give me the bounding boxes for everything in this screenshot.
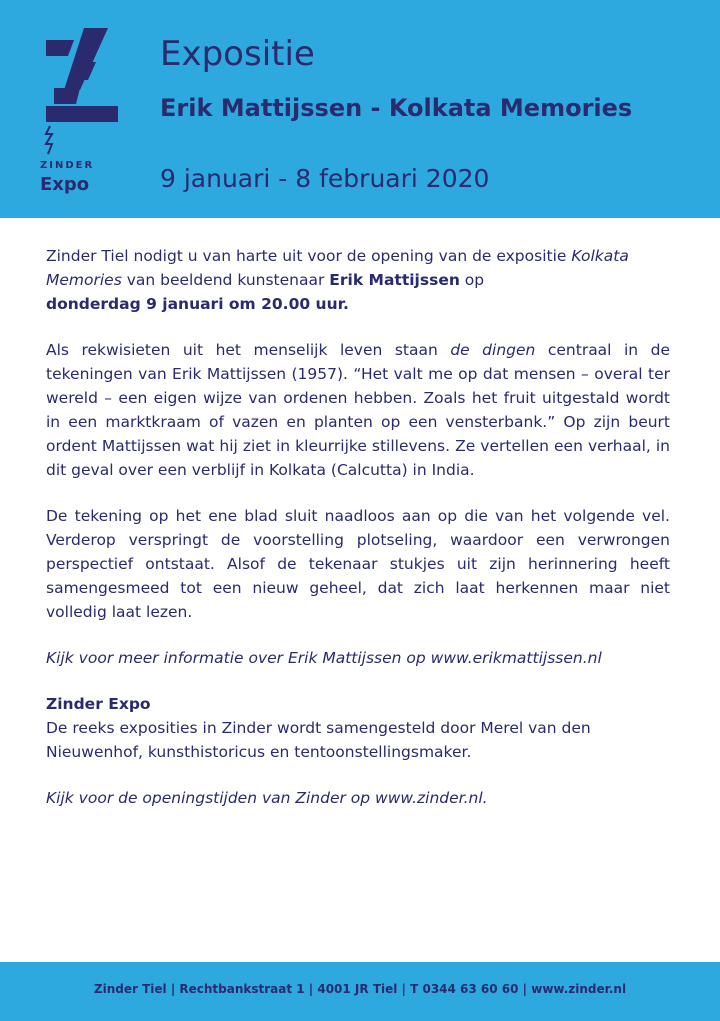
- opening-hours-link[interactable]: Kijk voor de openingstijden van Zinder op www.zinder.nl.: [46, 789, 488, 807]
- footer-banner: [0, 962, 720, 1021]
- footer-contact: Zinder Tiel | Rechtbankstraat 1 | 4001 JR Tiel | T 0344 63 60 60 | www.zinder.nl: [93, 982, 627, 996]
- intro-text: op: [459, 271, 485, 289]
- header-banner: [0, 0, 720, 218]
- expo-text: De reeks exposities in Zinder wordt samengesteld door Merel van den Nieuwenhof, kunsthistoricus en tentoonstellingsmaker.: [46, 719, 591, 761]
- description-text: Als rekwisieten uit het menselijk leven staan: [46, 341, 451, 359]
- page-label: Expositie: [160, 34, 315, 74]
- expo-heading: Zinder Expo: [46, 695, 151, 713]
- opening-date: donderdag 9 januari om 20.00 uur.: [46, 295, 349, 313]
- description-text: centraal in de tekeningen van Erik Mattijssen (1957). “Het valt me op dat mensen – overal ter wereld – een eigen wijze van ordenen hebben. Zoals het fruit uitgestald wordt in een marktkraam of vazen en planten op een vensterbank.” Op zijn beurt ordent Mattijssen wat hij ziet in kleurrijke stillevens. Ze vertellen een verhaal, in dit geval over een verblijf in Kolkata (Calcutta) in India.: [46, 341, 670, 479]
- artist-name: Erik Mattijssen: [329, 271, 460, 289]
- intro-text: Zinder Tiel nodigt u van harte uit voor de opening van de expositie: [46, 247, 572, 265]
- intro-paragraph: [46, 244, 670, 316]
- intro-text: van beeldend kunstenaar: [121, 271, 330, 289]
- more-info-link[interactable]: Kijk voor meer informatie over Erik Mattijssen op www.erikmattijssen.nl: [46, 649, 602, 667]
- description-paragraph: [46, 338, 670, 482]
- exhibition-name: Kolkata Memories: [46, 247, 629, 289]
- logo-text-expo: Expo: [40, 174, 90, 195]
- description-emphasis: de dingen: [450, 341, 536, 359]
- drawing-paragraph: De tekening op het ene blad sluit naadloos aan op die van het volgende vel. Verderop verspringt de voorstelling plotseling, waardoor een verwrongen perspectief ontstaat. Alsof de tekenaar stukjes uit zijn herinnering heeft samengesmeed tot een nieuw geheel, dat zich laat herkennen maar niet volledig laat lezen.: [46, 507, 670, 621]
- logo-text-zinder: ZINDER: [40, 160, 95, 171]
- page-title: Erik Mattijssen - Kolkata Memories: [160, 94, 633, 122]
- main-content: [46, 244, 670, 832]
- exhibition-dates: 9 januari - 8 februari 2020: [160, 164, 490, 193]
- expo-section: [46, 692, 670, 764]
